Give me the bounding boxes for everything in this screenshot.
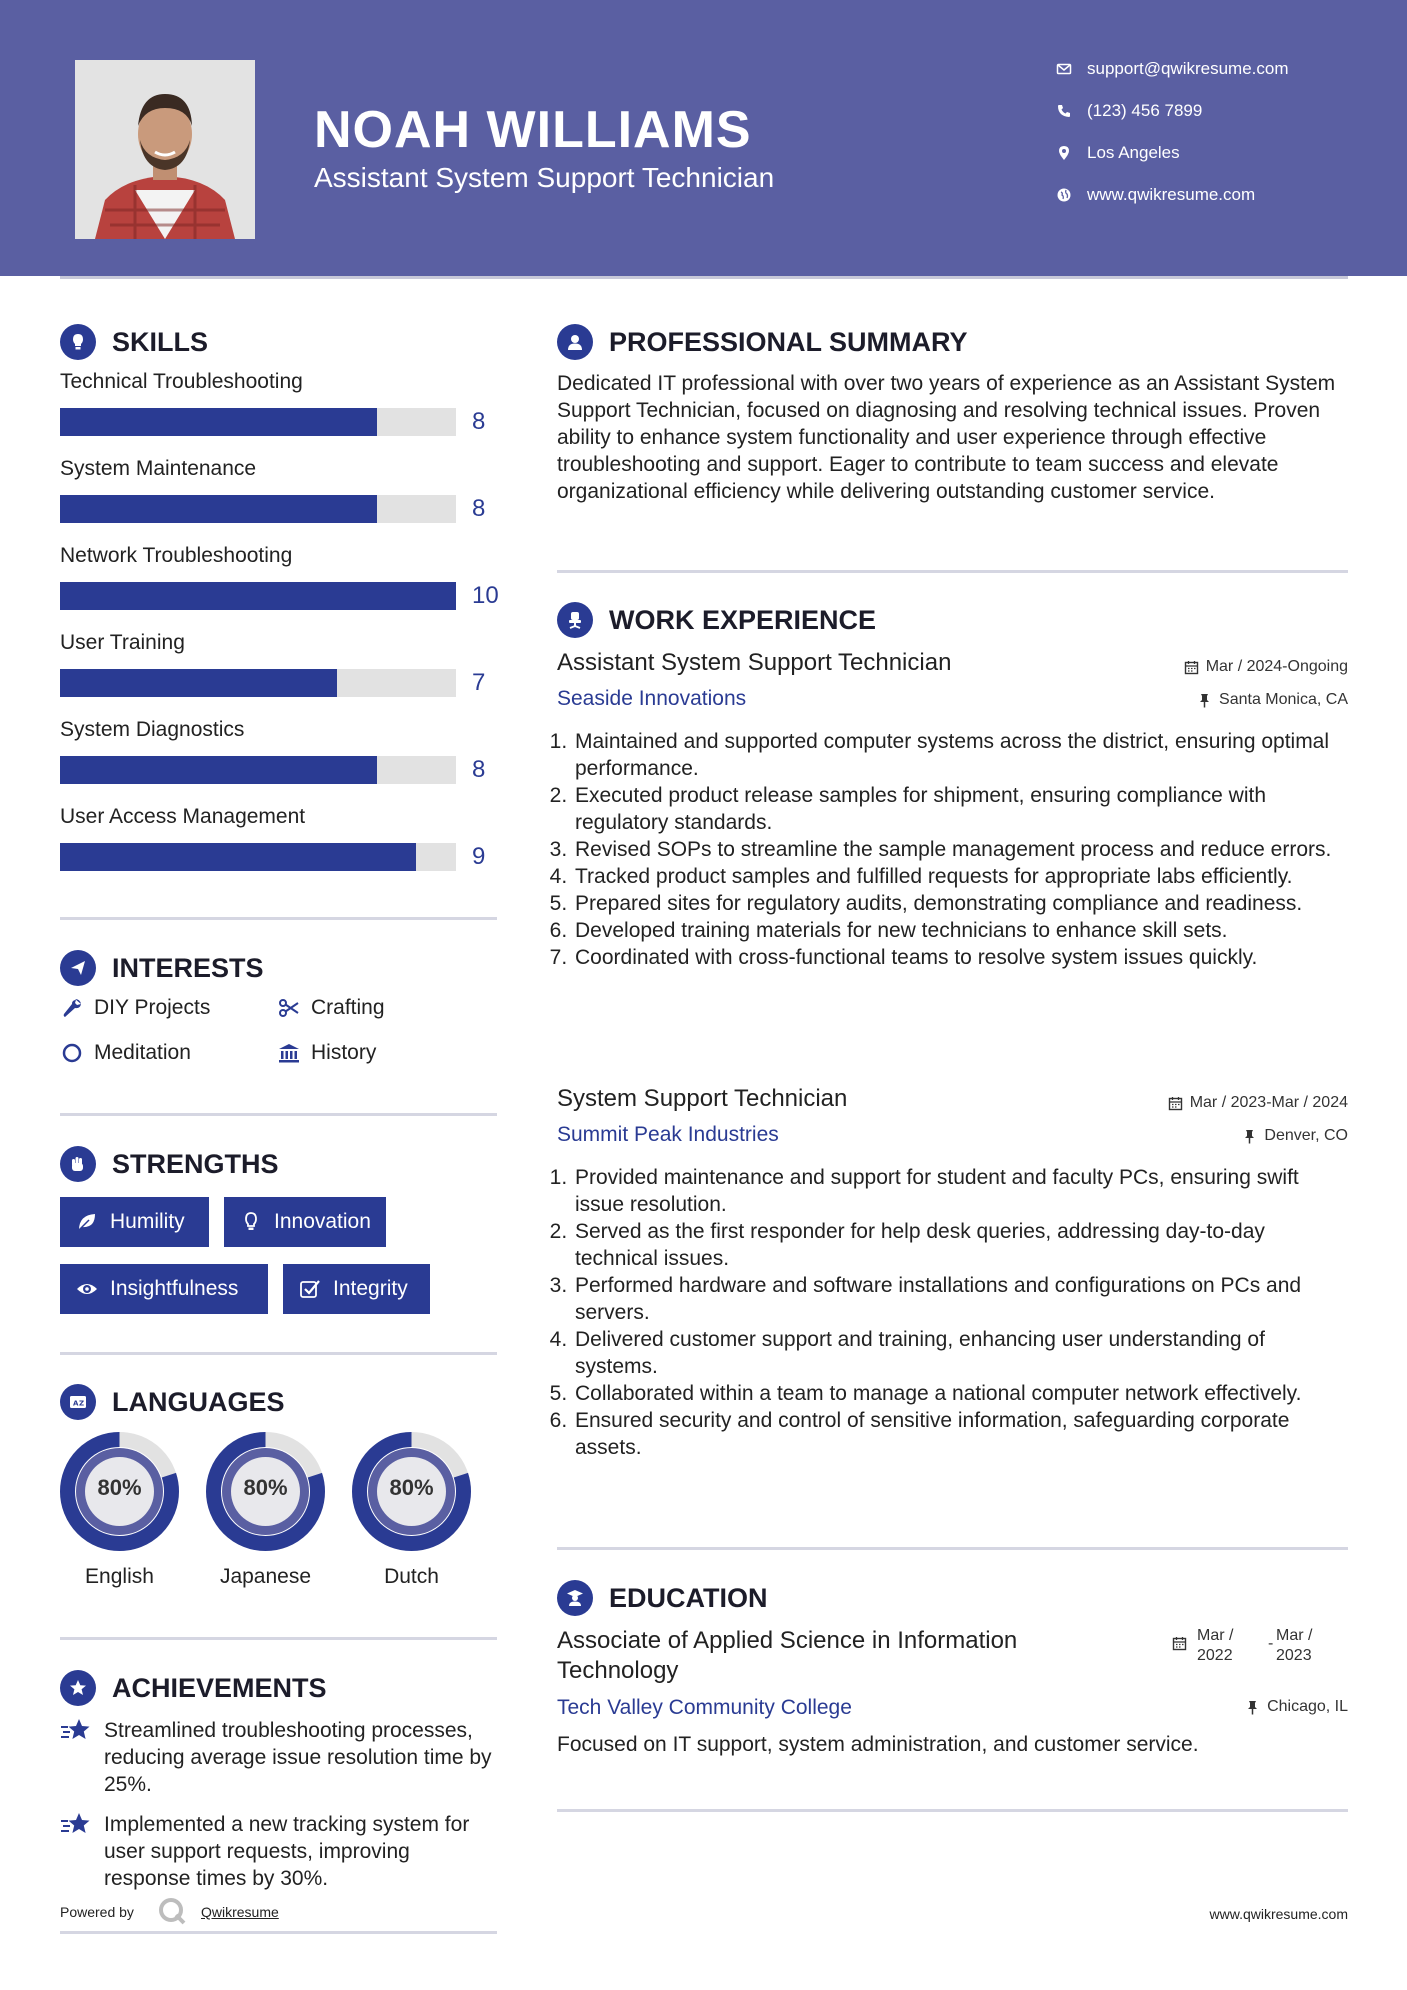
leaf-icon <box>74 1211 100 1233</box>
strength-badge <box>60 1197 209 1247</box>
duty-item: 3. Performed hardware and software installations and configurations on PCs and servers. <box>573 1272 1352 1326</box>
phone-icon <box>1050 101 1078 121</box>
calendar-icon <box>1172 1636 1187 1656</box>
interest-item <box>277 1041 376 1065</box>
strength-label: Insightfulness <box>110 1277 239 1300</box>
skill-bar-fill <box>60 669 337 697</box>
skill-bar-fill <box>60 582 456 610</box>
job-title: Assistant System Support Technician <box>557 649 952 676</box>
skill-bar-fill <box>60 408 377 436</box>
pushpin-icon <box>1245 1700 1260 1715</box>
skill-bar-fill <box>60 495 377 523</box>
strength-badge <box>60 1264 268 1314</box>
skill-value: 10 <box>472 582 499 609</box>
section-divider <box>60 1113 497 1116</box>
interest-item <box>277 996 385 1020</box>
fist-icon <box>60 1146 96 1182</box>
star-badge-icon <box>60 1670 96 1706</box>
language-item <box>205 1431 326 1589</box>
contact-website[interactable] <box>1050 180 1255 210</box>
job-duties <box>555 1164 1352 1461</box>
strengths-heading <box>60 1146 279 1182</box>
summary-text: Dedicated IT professional with over two years of experience as an Assistant System Support Technician, focused on diagnosing and resolving technical issues. Proven ability to enhance system functionality and user experience through effective troubleshooting and support. Eager to contribute to team success and elevate organizational efficiency while delivering outstanding customer service. <box>557 372 1336 503</box>
duty-item: 4. Delivered customer support and training, enhancing user understanding of systems. <box>573 1326 1352 1380</box>
skill-value: 8 <box>472 408 486 435</box>
education-title: EDUCATION <box>609 1582 768 1613</box>
interest-label: DIY Projects <box>94 996 211 1019</box>
strength-label: Integrity <box>333 1277 408 1300</box>
strength-label: Humility <box>110 1210 185 1233</box>
job-date-text: Mar / 2024-Ongoing <box>1205 658 1348 675</box>
star-icon <box>60 1811 92 1892</box>
graduate-icon <box>557 1580 593 1616</box>
header-divider <box>60 276 1348 279</box>
strength-badge <box>224 1197 386 1247</box>
duty-item: 1. Maintained and supported computer systems across the district, ensuring optimal performance. <box>573 728 1352 782</box>
interest-item <box>60 1041 191 1065</box>
duty-item: 7. Coordinated with cross-functional teams to resolve system issues quickly. <box>573 944 1352 971</box>
skill-name: Technical Troubleshooting <box>60 370 303 393</box>
summary-title: PROFESSIONAL SUMMARY <box>609 326 968 357</box>
scissors-icon <box>277 996 301 1020</box>
achievements-heading <box>60 1670 327 1706</box>
language-percent: 80% <box>97 1475 142 1500</box>
calendar-icon <box>1184 660 1199 675</box>
contact-website-text: www.qwikresume.com <box>1087 185 1256 204</box>
circle-icon <box>60 1041 84 1065</box>
skill-bar <box>60 669 456 697</box>
profile-photo <box>75 60 255 239</box>
skill-value: 9 <box>472 843 486 870</box>
duty-item: 6. Ensured security and control of sensitive information, safeguarding corporate assets. <box>573 1407 1352 1461</box>
skill-bar-fill <box>60 843 416 871</box>
job-location <box>1050 691 1348 709</box>
job-location <box>1050 1127 1348 1145</box>
duty-item: 1. Provided maintenance and support for student and faculty PCs, ensuring swift issue resolution. <box>573 1164 1352 1218</box>
skills-title: SKILLS <box>112 326 209 357</box>
user-icon <box>557 324 593 360</box>
education-date-start: Mar / 2022 <box>1197 1627 1234 1664</box>
duty-item: 3. Revised SOPs to streamline the sample management process and reduce errors. <box>573 836 1352 863</box>
office-chair-icon <box>557 602 593 638</box>
education-date-end: Mar / 2023 <box>1276 1627 1313 1664</box>
wrench-icon <box>60 996 84 1020</box>
job-title: System Support Technician <box>557 1085 848 1112</box>
skills-heading <box>60 324 208 360</box>
interests-heading <box>60 950 264 986</box>
pushpin-icon <box>1197 693 1212 708</box>
achievement-text: Streamlined troubleshooting processes, reducing average issue resolution time by 25%. <box>104 1719 492 1796</box>
experience-heading <box>557 602 876 638</box>
contact-location <box>1050 138 1180 168</box>
candidate-title: Assistant System Support Technician <box>314 162 775 193</box>
duty-item: 6. Developed training materials for new technicians to enhance skill sets. <box>573 917 1352 944</box>
experience-title: WORK EXPERIENCE <box>609 604 877 635</box>
footer-website[interactable]: www.qwikresume.com <box>1209 1906 1348 1922</box>
school-name: Tech Valley Community College <box>557 1696 852 1719</box>
education-description: Focused on IT support, system administration, and customer service. <box>557 1733 1199 1756</box>
achievement-item <box>60 1811 500 1892</box>
interest-item <box>60 996 210 1020</box>
skill-bar <box>60 495 456 523</box>
company-name: Summit Peak Industries <box>557 1123 779 1146</box>
star-icon <box>60 1717 92 1798</box>
language-item <box>351 1431 472 1589</box>
skill-name: System Maintenance <box>60 457 257 480</box>
strength-badge <box>283 1264 430 1314</box>
skill-value: 8 <box>472 756 486 783</box>
achievements-title: ACHIEVEMENTS <box>112 1672 327 1703</box>
calendar-icon <box>1168 1096 1183 1111</box>
skill-value: 8 <box>472 495 486 522</box>
duty-item: 2. Served as the first responder for help desk queries, addressing day-to-day technical issues. <box>573 1218 1352 1272</box>
interests-title: INTERESTS <box>112 952 264 983</box>
powered-by-label: Powered by <box>60 1904 134 1920</box>
qwikresume-logo-icon <box>157 1896 187 1926</box>
skill-name: Network Troubleshooting <box>60 544 293 567</box>
company-name: Seaside Innovations <box>557 687 747 710</box>
skill-bar <box>60 408 456 436</box>
section-divider <box>557 570 1348 573</box>
job-location-text: Denver, CO <box>1264 1127 1348 1144</box>
skill-bar <box>60 843 456 871</box>
language-card-icon <box>60 1384 96 1420</box>
lightbulb-icon <box>238 1211 264 1233</box>
contact-email[interactable] <box>1050 54 1289 84</box>
skill-value: 7 <box>472 669 486 696</box>
skill-bar <box>60 582 456 610</box>
languages-heading <box>60 1384 285 1420</box>
contact-location-text: Los Angeles <box>1087 143 1180 162</box>
language-name: English <box>85 1565 154 1588</box>
skill-bar-fill <box>60 756 377 784</box>
svg-text:A: A <box>73 1399 79 1408</box>
language-name: Japanese <box>219 1565 312 1588</box>
interest-label: History <box>311 1041 377 1064</box>
education-date-separator: - <box>1268 1635 1274 1652</box>
job-duties <box>555 728 1352 971</box>
duty-item: 4. Tracked product samples and fulfilled requests for appropriate labs efficiently. <box>573 863 1352 890</box>
language-percent: 80% <box>389 1475 434 1500</box>
languages-title: LANGUAGES <box>112 1386 285 1417</box>
paper-plane-icon <box>60 950 96 986</box>
language-percent: 80% <box>243 1475 288 1500</box>
skill-bar <box>60 756 456 784</box>
envelope-icon <box>1050 59 1078 79</box>
globe-icon <box>1050 185 1078 205</box>
contact-phone[interactable] <box>1050 96 1202 126</box>
qwikresume-link[interactable]: Qwikresume <box>201 1904 279 1920</box>
lightbulb-icon <box>60 324 96 360</box>
education-heading <box>557 1580 768 1616</box>
strengths-title: STRENGTHS <box>112 1148 279 1179</box>
achievement-text: Implemented a new tracking system for user support requests, improving response times by 30%. <box>104 1813 470 1890</box>
interest-label: Meditation <box>94 1041 191 1064</box>
job-date <box>1050 1094 1348 1112</box>
section-divider <box>60 1352 497 1355</box>
check-square-icon <box>297 1278 323 1300</box>
skill-name: System Diagnostics <box>60 718 245 741</box>
job-location-text: Santa Monica, CA <box>1219 691 1348 708</box>
section-divider <box>557 1547 1348 1550</box>
job-date-text: Mar / 2023-Mar / 2024 <box>1189 1094 1348 1111</box>
candidate-name: NOAH WILLIAMS <box>314 101 752 159</box>
summary-heading <box>557 324 968 360</box>
strength-label: Innovation <box>274 1210 371 1233</box>
duty-item: 2. Executed product release samples for shipment, ensuring compliance with regulatory standards. <box>573 782 1352 836</box>
duty-item: 5. Collaborated within a team to manage a national computer network effectively. <box>573 1380 1352 1407</box>
museum-icon <box>277 1041 301 1065</box>
achievement-item <box>60 1717 500 1798</box>
contact-phone-text: (123) 456 7899 <box>1087 101 1203 120</box>
section-divider <box>60 1637 497 1640</box>
section-divider <box>60 1931 497 1934</box>
degree-title: Associate of Applied Science in Information Technology <box>557 1627 1018 1684</box>
interest-label: Crafting <box>311 996 385 1019</box>
education-location <box>1050 1698 1348 1716</box>
map-pin-icon <box>1050 143 1078 163</box>
eye-icon <box>74 1278 100 1300</box>
language-name: Dutch <box>384 1565 439 1588</box>
skill-name: User Access Management <box>60 805 306 828</box>
skill-name: User Training <box>60 631 185 654</box>
section-divider <box>60 917 497 920</box>
language-item <box>59 1431 180 1589</box>
contact-email-text: support@qwikresume.com <box>1087 59 1289 78</box>
job-date <box>1050 658 1348 676</box>
section-divider <box>557 1809 1348 1812</box>
education-location-text: Chicago, IL <box>1267 1698 1348 1715</box>
pushpin-icon <box>1242 1129 1257 1144</box>
duty-item: 5. Prepared sites for regulatory audits, demonstrating compliance and readiness. <box>573 890 1352 917</box>
svg-text:Z: Z <box>79 1399 85 1408</box>
